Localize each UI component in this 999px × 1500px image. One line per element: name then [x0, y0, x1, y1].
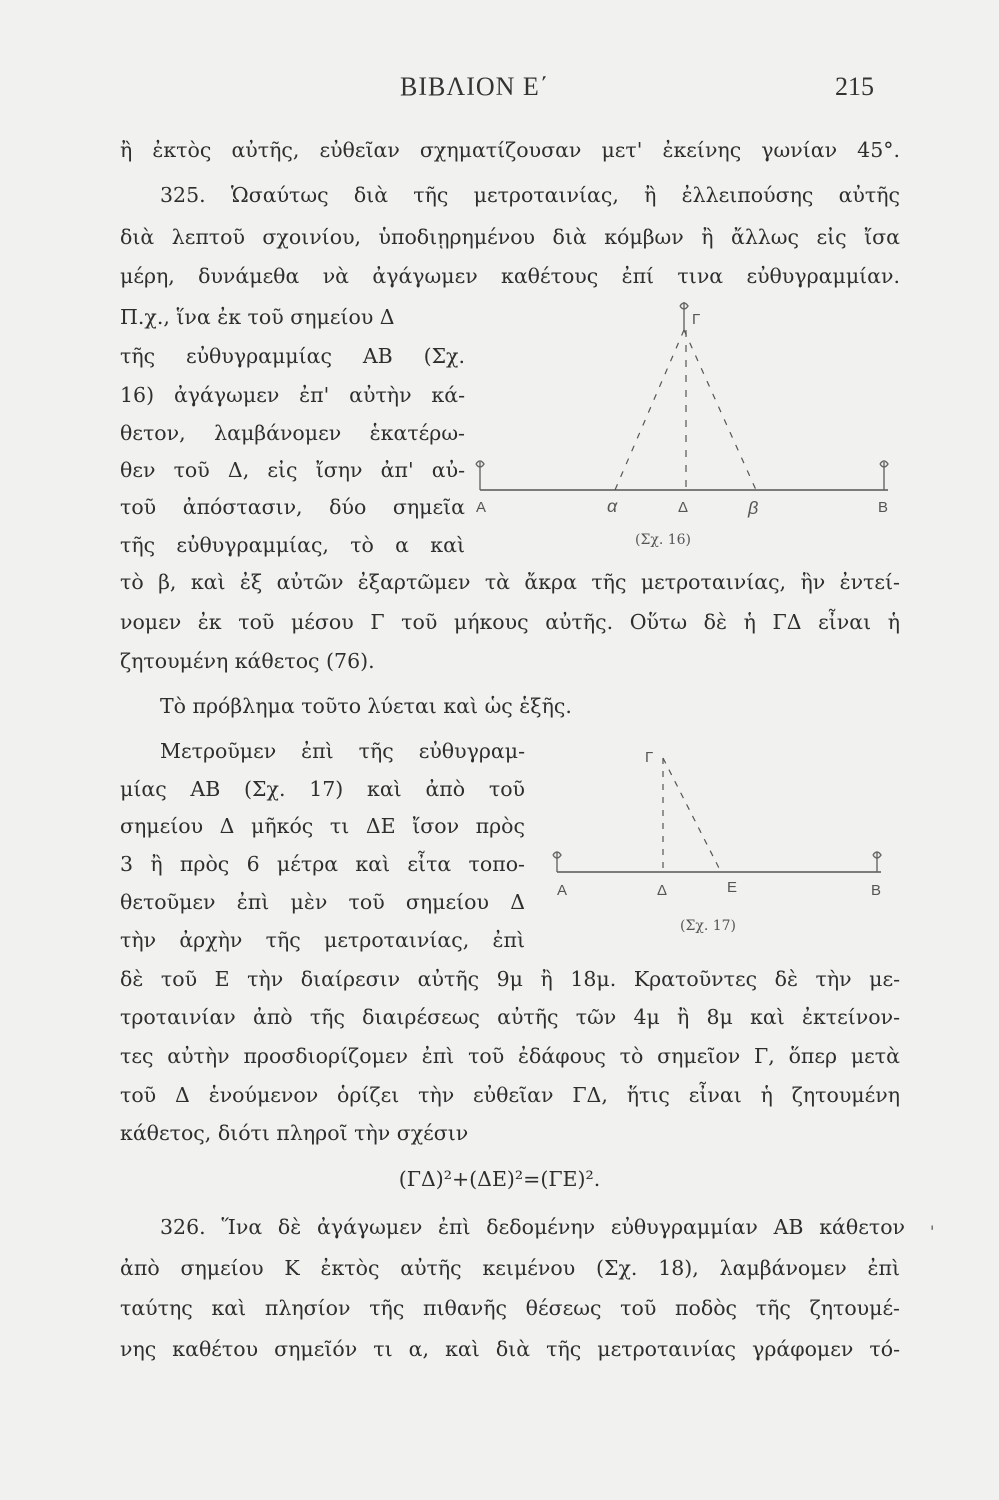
equation: (ΓΔ)²+(ΔΕ)²=(ΓΕ)².: [398, 1167, 601, 1191]
text-line: τες αὐτὴν προσδιορίζομεν ἐπὶ τοῦ ἐδάφους τὸ σημεῖον Γ, ὅπερ μετὰ: [120, 1044, 900, 1068]
running-head: [0, 72, 999, 102]
text-line: 16) ἀγάγωμεν ἐπ' αὐτὴν κά-: [120, 383, 465, 407]
text-line: νης καθέτου σημεῖόν τι α, καὶ διὰ τῆς μετροταινίας γράφομεν τό-: [120, 1337, 900, 1361]
figure-17: [545, 740, 895, 945]
text-line: ζητουμένη κάθετος (76).: [120, 649, 375, 673]
peg-b: [880, 461, 888, 490]
text-line: σημείου Δ μῆκός τι ΔΕ ἴσον πρὸς: [120, 814, 525, 838]
label-a: Α: [557, 882, 568, 899]
label-beta: β: [748, 498, 759, 518]
text-line: μέρη, δυνάμεθα νὰ ἀγάγωμεν καθέτους ἐπί τινα εὐθυγραμμίαν.: [120, 264, 900, 288]
text-line: θετοῦμεν ἐπὶ μὲν τοῦ σημείου Δ: [120, 890, 525, 914]
line-gamma-alpha: [615, 330, 684, 490]
text-line: τῆς εὐθυγραμμίας ΑΒ (Σχ.: [120, 344, 465, 368]
running-title: ΒΙΒΛΙΟΝ Ε΄: [400, 72, 550, 101]
text-line: διὰ λεπτοῦ σχοινίου, ὑποδιῃρημένου διὰ κόμβων ἢ ἄλλως εἰς ἴσα: [120, 225, 900, 249]
text-line: Π.χ., ἵνα ἐκ τοῦ σημείου Δ: [120, 305, 395, 329]
text-line: τὸ β, καὶ ἐξ αὐτῶν ἐξαρτῶμεν τὰ ἄκρα τῆς μετροταινίας, ἣν ἐντεί-: [120, 570, 900, 594]
text-line: τοῦ Δ ἑνούμενον ὁρίζει τὴν εὐθεῖαν ΓΔ, ἥτις εἶναι ἡ ζητουμένη: [120, 1083, 900, 1107]
label-delta: Δ: [678, 499, 689, 516]
figure-17-drawing: [545, 740, 895, 945]
peg-gamma: [680, 302, 688, 330]
text-line: νομεν ἐκ τοῦ μέσου Γ τοῦ μήκους αὐτῆς. Οὕτω δὲ ἡ ΓΔ εἶναι ἡ: [120, 610, 900, 634]
label-gamma: Γ: [692, 311, 701, 328]
text-line: κάθετος, διότι πληροῖ τὴν σχέσιν: [120, 1121, 469, 1145]
text-line: ἀπὸ σημείου Κ ἐκτὸς αὐτῆς κειμένου (Σχ. 18), λαμβάνομεν ἐπὶ: [120, 1256, 900, 1280]
text-line: δὲ τοῦ Ε τὴν διαίρεσιν αὐτῆς 9μ ἢ 18μ. Κρατοῦντες δὲ τὴν με-: [120, 967, 900, 991]
label-b: Β: [871, 882, 882, 899]
line-gamma-beta: [684, 330, 756, 490]
label-delta: Δ: [657, 882, 668, 899]
text-line: Τὸ πρόβλημα τοῦτο λύεται καὶ ὡς ἑξῆς.: [160, 694, 572, 718]
text-line: Μετροῦμεν ἐπὶ τῆς εὐθυγραμ-: [160, 739, 525, 763]
text-line: θετον, λαμβάνομεν ἑκατέρω-: [120, 421, 465, 445]
figure-caption: (Σχ. 17): [680, 918, 737, 934]
peg-b: [873, 852, 881, 872]
peg-a: [553, 852, 561, 872]
figure-caption: (Σχ. 16): [635, 532, 692, 548]
line-gamma-e: [663, 758, 721, 872]
text-line: 326. Ἵνα δὲ ἀγάγωμεν ἐπὶ δεδομένην εὐθυγραμμίαν ΑΒ κάθετον: [160, 1215, 905, 1239]
peg-a: [476, 461, 484, 490]
text-line: τοῦ ἀπόστασιν, δύο σημεῖα: [120, 495, 465, 519]
text-line: 3 ἢ πρὸς 6 μέτρα καὶ εἶτα τοπο-: [120, 852, 525, 876]
text-line: ταύτης καὶ πλησίον τῆς πιθανῆς θέσεως τοῦ ποδὸς τῆς ζητουμέ-: [120, 1296, 900, 1320]
text-line: μίας ΑΒ (Σχ. 17) καὶ ἀπὸ τοῦ: [120, 777, 525, 801]
margin-mark: ': [930, 1222, 935, 1241]
text-line: τῆς εὐθυγραμμίας, τὸ α καὶ: [120, 533, 465, 557]
text-line: θεν τοῦ Δ, εἰς ἴσην ἀπ' αὐ-: [120, 458, 465, 482]
text-line: τροταινίαν ἀπὸ τῆς διαιρέσεως αὐτῆς τῶν 4μ ἢ 8μ καὶ ἐκτείνον-: [120, 1005, 900, 1029]
text-line: τὴν ἀρχὴν τῆς μετροταινίας, ἐπὶ: [120, 928, 525, 952]
label-alpha: α: [607, 496, 618, 516]
label-b: Β: [878, 499, 889, 516]
label-a: Α: [476, 499, 487, 516]
figure-16: [470, 290, 900, 555]
page-number: 215: [835, 72, 874, 101]
text-line: ἢ ἐκτὸς αὐτῆς, εὐθεῖαν σχηματίζουσαν μετ' ἐκείνης γωνίαν 45°.: [120, 138, 900, 162]
text-line: 325. Ὡσαύτως διὰ τῆς μετροταινίας, ἢ ἐλλειπούσης αὐτῆς: [160, 183, 900, 207]
figure-16-drawing: [470, 290, 900, 555]
label-e: Ε: [727, 879, 738, 896]
label-gamma: Γ: [645, 749, 654, 766]
